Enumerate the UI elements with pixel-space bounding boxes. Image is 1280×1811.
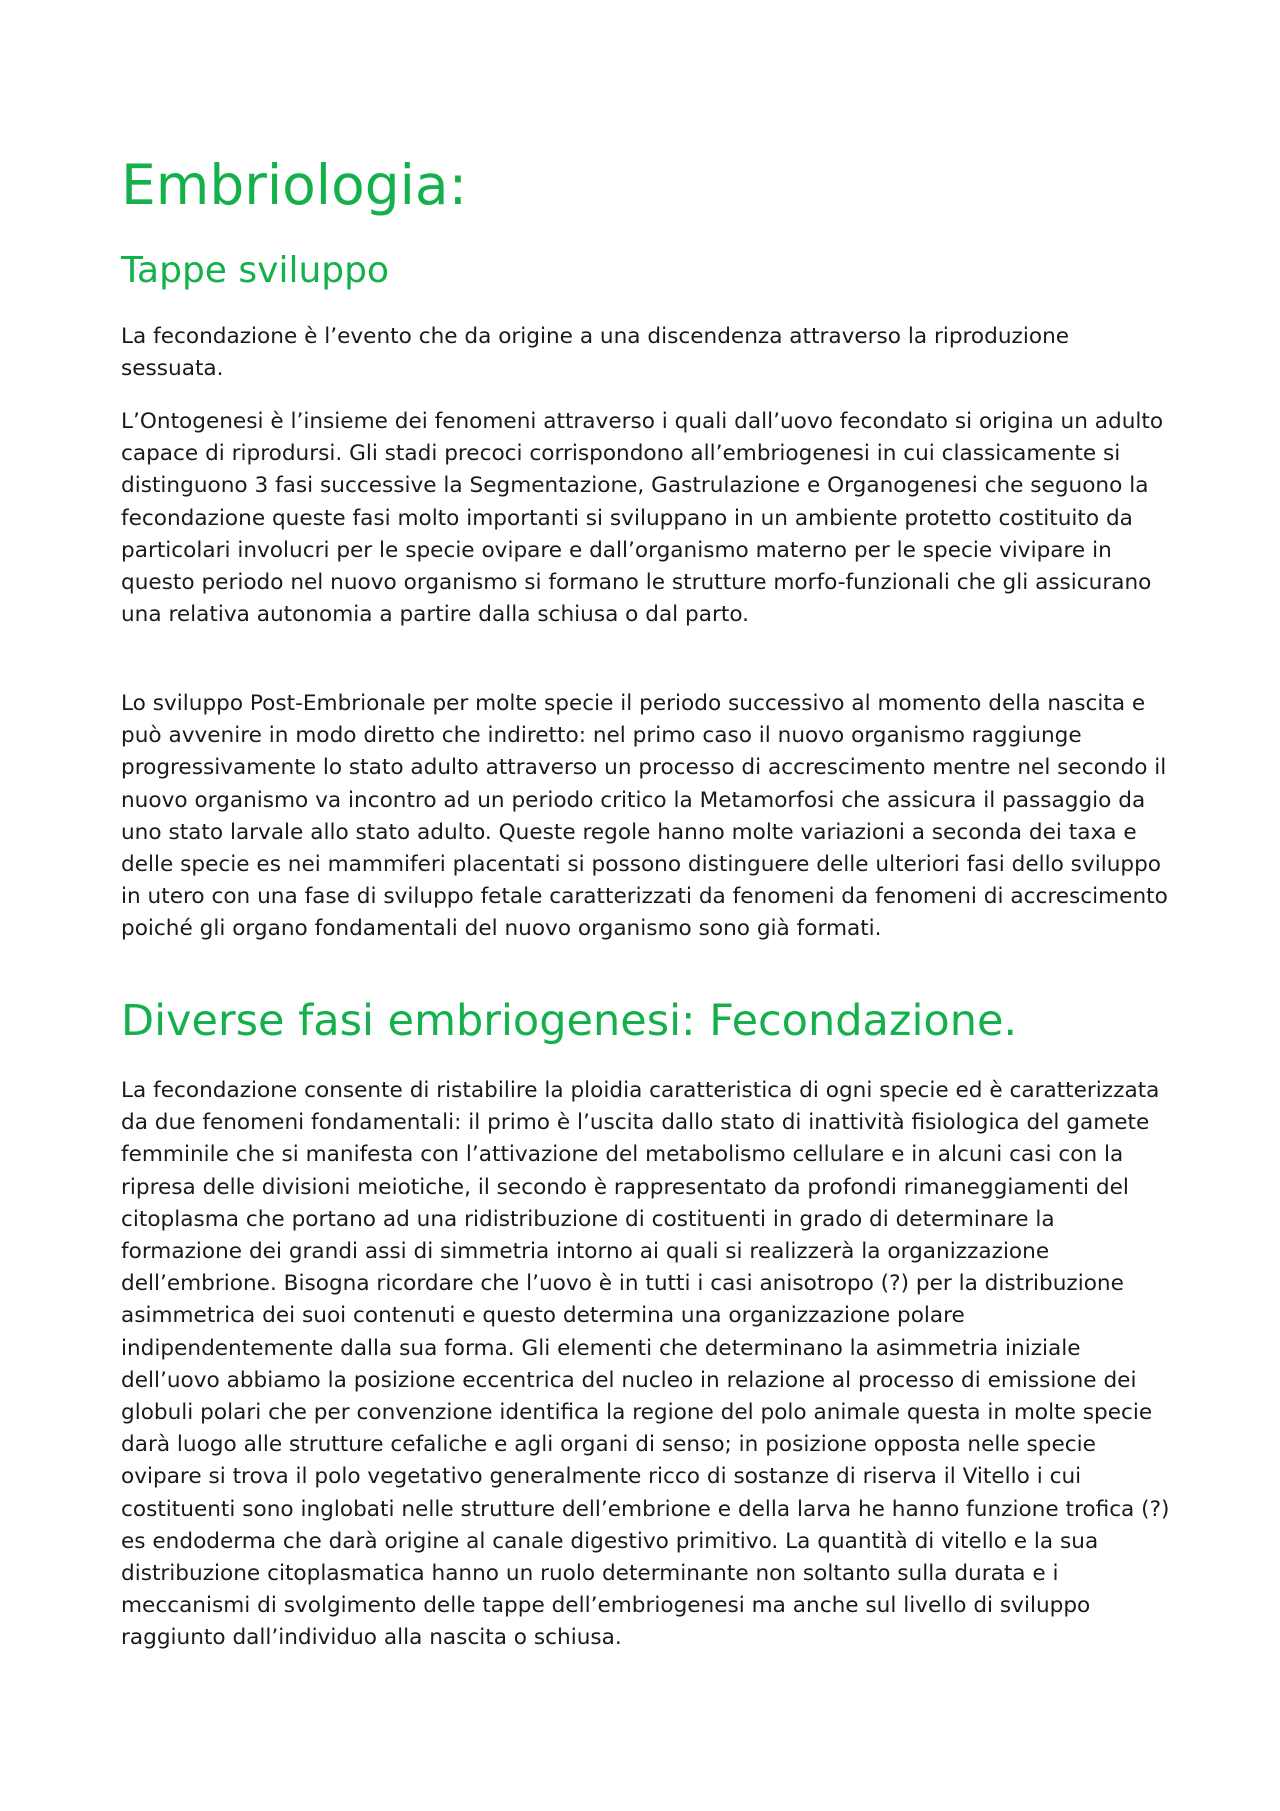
paragraph-fecondazione-intro: La fecondazione è l’evento che da origine a una discendenza attraverso la riproduzione sessuata. <box>121 324 1070 382</box>
paragraph-post-embrionale: Lo sviluppo Post-Embrionale per molte specie il periodo successivo al momento della nascita e può avvenire in modo diretto che indiretto: nel primo caso il nuovo organismo raggiunge progressivamente lo stato adulto attraverso un processo di accrescimento mentre nel secondo il nuovo organismo va incontro ad un periodo critico la Metamorfosi che assicura il passaggio da uno stato larvale allo stato adulto. Queste regole hanno molte variazioni a seconda dei taxa e delle specie es nei mammiferi placentati si possono distinguere delle ulteriori fasi dello sviluppo in utero con una fase di sviluppo fetale caratterizzati da fenomeni da fenomeni di accrescimento poiché gli organo fondamentali del nuovo organismo sono già formati. <box>121 691 1168 942</box>
section-heading-tappe-sviluppo: Tappe sviluppo <box>121 250 389 291</box>
section-heading-fecondazione: Diverse fasi embriogenesi: Fecondazione. <box>121 996 1018 1046</box>
paragraph-ontogenesi: L’Ontogenesi è l’insieme dei fenomeni attraverso i quali dall’uovo fecondato si origina un adulto capace di riprodursi. Gli stadi precoci corrispondono all’embriogenesi in cui classicamente si distinguono 3 fasi successive la Segmentazione, Gastrulazione e Organogenesi che seguono la fecondazione queste fasi molto importanti si sviluppano in un ambiente protetto costituito da particolari involucri per le specie ovipare e dall’organismo materno per le specie vivipare in questo periodo nel nuovo organismo si formano le strutture morfo-funzionali che gli assicurano una relativa autonomia a partire dalla schiusa o dal parto. <box>121 409 1164 628</box>
paragraph-fecondazione-details: La fecondazione consente di ristabilire la ploidia caratteristica di ogni specie ed è caratterizzata da due fenomeni fondamentali: il primo è l’uscita dallo stato di inattività fisiologica del gamete femminile che si manifesta con l’attivazione del metabolismo cellulare e in alcuni casi con la ripresa delle divisioni meiotiche, il secondo è rappresentato da profondi rimaneggiamenti del citoplasma che portano ad una ridistribuzione di costituenti in grado di determinare la formazione dei grandi assi di simmetria intorno ai quali si realizzerà la organizzazione dell’embrione. Bisogna ricordare che l’uovo è in tutti i casi anisotropo (?) per la distribuzione asimmetrica dei suoi contenuti e questo determina una organizzazione polare indipendentemente dalla sua forma. Gli elementi che determinano la asimmetria iniziale dell’uovo abbiamo la posizione eccentrica del nucleo in relazione al processo di emissione dei globuli polari che per convenzione identifica la regione del polo animale questa in molte specie darà luogo alle strutture cefaliche e agli organi di senso; in posizione opposta nelle specie ovipare si trova il polo vegetativo generalmente ricco di sostanze di riserva il Vitello i cui costituenti sono inglobati nelle strutture dell’embrione e della larva he hanno funzione trofica (?) es endoderma che darà origine al canale digestivo primitivo. La quantità di vitello e la sua distribuzione citoplasmatica hanno un ruolo determinante non soltanto sulla durata e i meccanismi di svolgimento delle tappe dell’embriogenesi ma anche sul livello di sviluppo raggiunto dall’individuo alla nascita o schiusa. <box>121 1078 1170 1651</box>
page-title: Embriologia: <box>121 153 468 217</box>
